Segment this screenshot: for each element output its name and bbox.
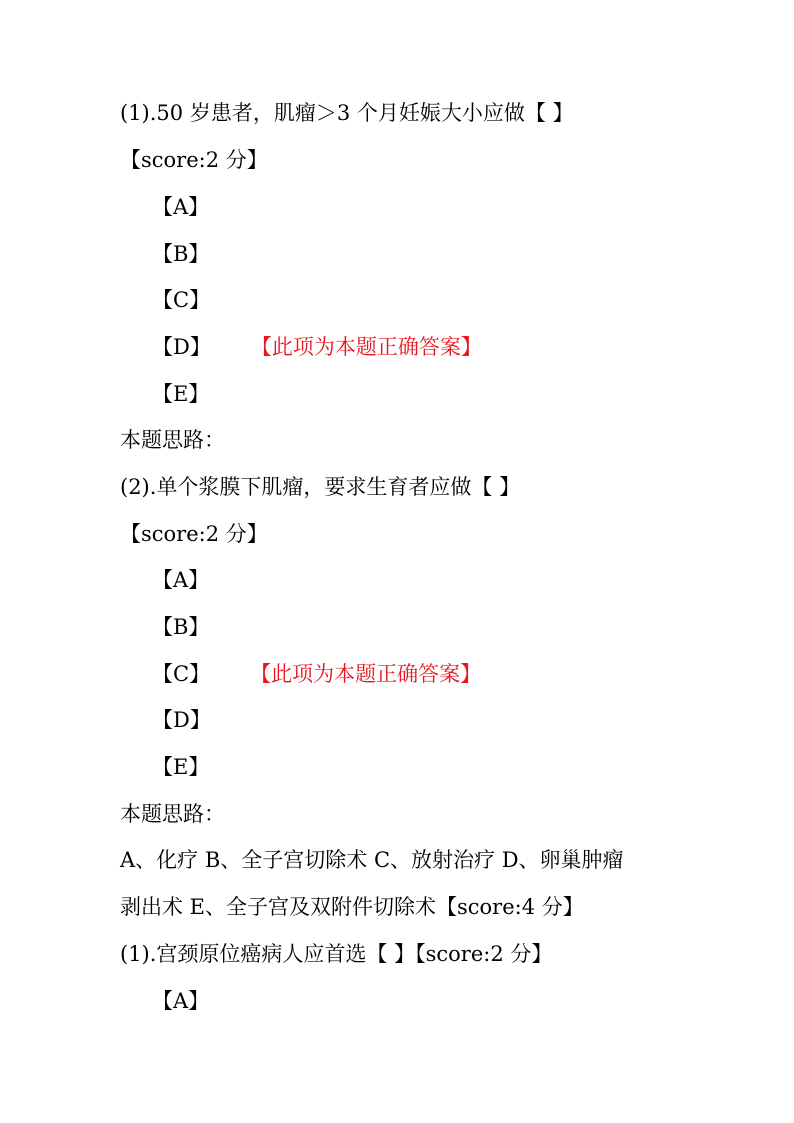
question-2-option-a: 【A】 <box>152 568 210 592</box>
question-1-option-b: 【B】 <box>152 242 210 266</box>
question-1-option-d-row <box>152 332 482 362</box>
question-2-stem: (2).单个浆膜下肌瘤，要求生育者应做【 】 <box>120 475 521 499</box>
group-choices-line-2: 剥出术 E、全子宫及双附件切除术【score:4 分】 <box>120 895 584 919</box>
question-2-score: 【score:2 分】 <box>120 522 268 546</box>
question-3-stem: (1).宫颈原位癌病人应首选【 】【score:2 分】 <box>120 942 553 966</box>
question-1-option-e: 【E】 <box>152 382 210 406</box>
question-2-option-c-row <box>152 659 481 689</box>
question-1-explanation-label: 本题思路： <box>120 428 225 452</box>
question-2-option-d: 【D】 <box>152 708 211 732</box>
question-1-option-a: 【A】 <box>152 195 210 219</box>
question-2-explanation-label: 本题思路： <box>120 802 225 826</box>
group-choices-line-1: A、化疗 B、全子宫切除术 C、放射治疗 D、卵巢肿瘤 <box>120 848 624 872</box>
question-1-score: 【score:2 分】 <box>120 148 268 172</box>
question-1-option-c: 【C】 <box>152 288 211 312</box>
question-3-option-a: 【A】 <box>152 989 210 1013</box>
question-1-stem: (1).50 岁患者，肌瘤＞3 个月妊娠大小应做【 】 <box>120 101 574 125</box>
question-2-option-c: 【C】 <box>152 662 211 686</box>
question-1-option-d: 【D】 <box>152 335 211 359</box>
question-2-option-b: 【B】 <box>152 615 210 639</box>
correct-answer-marker: 【此项为本题正确答案】 <box>250 335 482 359</box>
question-2-option-e: 【E】 <box>152 755 210 779</box>
correct-answer-marker: 【此项为本题正确答案】 <box>250 662 482 686</box>
